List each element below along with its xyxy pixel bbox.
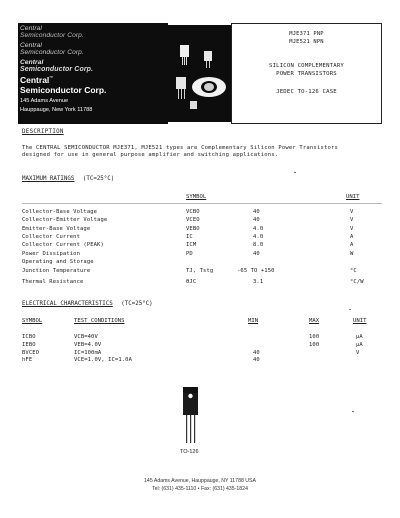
footer-address: 145 Adams Avenue, Hauppauge, NY 11788 USA [144, 478, 256, 484]
max-rating-value: 4.0 [253, 233, 264, 240]
logo-ghost-line: Central [20, 25, 42, 32]
electrical-max: 100 [309, 341, 320, 348]
max-rating-symbol: VCEO [186, 217, 200, 224]
max-rating-unit: V [350, 217, 354, 224]
logo-ghost-line: Semiconductor Corp. [20, 49, 84, 56]
max-rating-value: 40 [253, 217, 260, 224]
max-rating-value: 3.1 [253, 279, 264, 286]
to126-package-icon [176, 385, 206, 447]
electrical-min-header: MIN [248, 318, 259, 324]
electrical-min: 40 [253, 357, 260, 364]
electrical-unit-header: UNIT [353, 318, 367, 324]
max-rating-value: 4.0 [253, 225, 264, 232]
company-logo-block [18, 23, 168, 124]
header-address-street: 145 Adams Avenue [20, 98, 69, 104]
max-rating-value: 40 [253, 209, 260, 215]
product-title-line-1: SILICON COMPLEMENTARY [269, 63, 344, 69]
max-rating-unit: °C/W [350, 279, 364, 286]
electrical-symbol-header: SYMBOL [22, 318, 43, 324]
electrical-unit: μA [356, 341, 363, 348]
max-rating-unit: °C [350, 268, 357, 275]
max-rating-value: 40 [253, 250, 260, 257]
max-rating-parameter: Collector Current (PEAK) [22, 242, 104, 249]
max-rating-unit: V [350, 209, 354, 215]
max-rating-parameter: Emitter-Base Voltage [22, 225, 91, 232]
max-ratings-divider [22, 203, 382, 204]
electrical-min: 40 [253, 349, 260, 356]
max-rating-unit: V [350, 225, 354, 232]
max-rating-symbol: θJC [186, 279, 197, 286]
max-ratings-unit-header: UNIT [346, 194, 360, 200]
electrical-symbol: BVCEO [22, 349, 40, 356]
electrical-heading: ELECTRICAL CHARACTERISTICS (TC=25°C) [22, 301, 153, 307]
part-info-box [231, 23, 382, 124]
logo-main-name: Semiconductor Corp. [20, 85, 107, 95]
product-title-line-2: POWER TRANSISTORS [276, 71, 337, 77]
case-type: JEDEC TO-126 CASE [276, 89, 337, 95]
max-rating-symbol: TJ, Tstg [186, 268, 214, 275]
logo-ghost-line: Central [20, 59, 44, 66]
electrical-unit: V [356, 349, 360, 356]
max-rating-symbol: PD [186, 250, 193, 257]
max-rating-parameter: Operating and Storage [22, 258, 94, 265]
max-rating-unit: A [350, 233, 354, 240]
electrical-unit: μA [356, 334, 363, 340]
max-rating-symbol: VEBO [186, 225, 200, 232]
max-rating-value: 8.0 [253, 242, 264, 249]
package-label: TO-126 [180, 449, 199, 455]
logo-ghost-line: Semiconductor Corp. [20, 66, 94, 73]
max-rating-value: -65 TO +150 [237, 268, 275, 275]
scan-speck [352, 411, 354, 412]
electrical-test-condition: VCB=40V [74, 334, 98, 340]
electrical-symbol: IEBO [22, 341, 36, 348]
product-photo [168, 25, 231, 122]
max-rating-unit: W [350, 250, 354, 257]
max-rating-parameter: Collector-Emitter Voltage [22, 217, 108, 224]
electrical-max-header: MAX [309, 318, 320, 324]
electrical-symbol: ICBO [22, 334, 36, 340]
electrical-test-condition: VEB=4.0V [74, 341, 102, 348]
footer-contact: Tel: (631) 435-1110 • Fax: (631) 435-1824 [152, 486, 248, 492]
scan-speck [294, 172, 296, 173]
max-rating-unit: A [350, 242, 354, 249]
electrical-test-header: TEST CONDITIONS [74, 318, 125, 324]
max-rating-parameter: Collector Current [22, 233, 80, 240]
transistor-packages-image [168, 25, 231, 122]
max-rating-symbol: VCBO [186, 209, 200, 215]
electrical-test-condition: IC=100mA [74, 349, 102, 356]
electrical-test-condition: VCE=1.0V, IC=1.0A [74, 357, 132, 364]
header-address-city: Hauppauge, New York 11788 [20, 107, 93, 113]
max-ratings-symbol-header: SYMBOL [186, 194, 207, 200]
max-rating-symbol: ICM [186, 242, 197, 249]
part-number-pnp: MJE371 PNP [289, 31, 324, 37]
max-ratings-heading: MAXIMUM RATINGS (TC=25°C) [22, 176, 115, 182]
electrical-symbol: hFE [22, 357, 33, 364]
max-rating-symbol: IC [186, 233, 193, 240]
logo-main-word: Central™ [20, 75, 54, 85]
max-rating-parameter: Thermal Resistance [22, 279, 84, 286]
description-line-2: designed for use in general purpose amplifier and switching applications. [22, 152, 279, 158]
max-rating-parameter: Junction Temperature [22, 268, 91, 275]
description-heading: DESCRIPTION [22, 129, 64, 135]
description-line-1: The CENTRAL SEMICONDUCTOR MJE371, MJE521 types are Complementary Silicon Power Transistors [22, 145, 339, 151]
max-rating-parameter: Collector-Base Voltage [22, 209, 98, 215]
logo-ghost-line: Semiconductor Corp. [20, 32, 84, 39]
electrical-max: 100 [309, 334, 320, 340]
scan-speck [349, 309, 351, 310]
max-rating-parameter: Power Dissipation [22, 250, 80, 257]
logo-ghost-line: Central [20, 42, 42, 49]
part-number-npn: MJE521 NPN [289, 39, 324, 45]
